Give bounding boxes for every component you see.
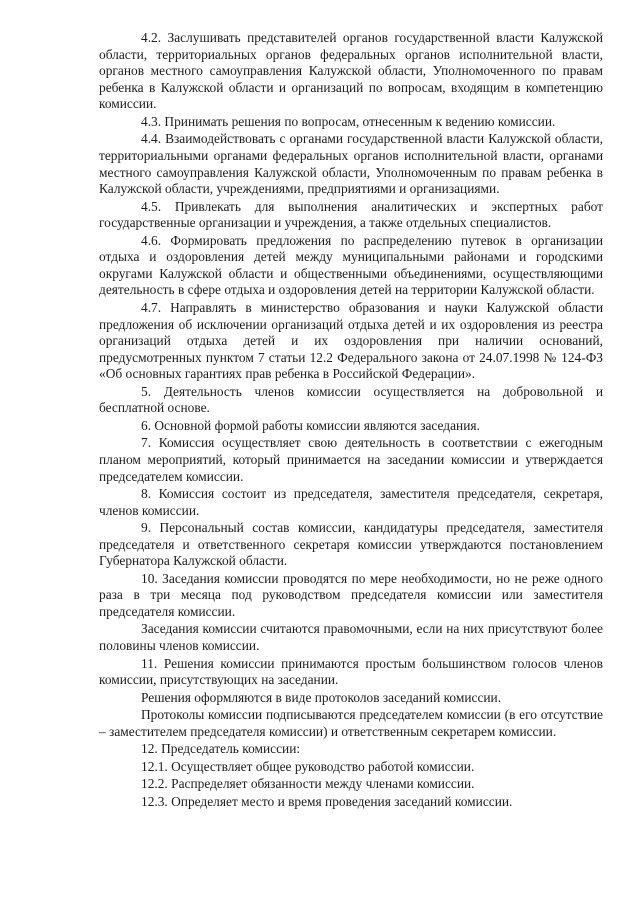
paragraph-9: 9. Персональный состав комиссии, кандидатуры председателя, заместителя председателя и ответственного секретаря комиссии утверждаются постановлением Губернатора Калужской области. (99, 520, 603, 569)
paragraph-11: 11. Решения комиссии принимаются простым большинством голосов членов комиссии, присутствующих на заседании. (99, 655, 603, 688)
document-page (99, 30, 603, 811)
paragraph-11-protocols: Решения оформляются в виде протоколов заседаний комиссии. (141, 689, 502, 705)
paragraph-4-3: 4.3. Принимать решения по вопросам, отнесенным к ведению комиссии. (141, 113, 556, 129)
paragraph-4-6: 4.6. Формировать предложения по распределению путевок в организации отдыха и оздоровления детей между муниципальными районами и городскими округами Калужской области и общественными объединениями, осуществляющими деятельность в сфере отдыха и оздоровления детей на территории Калужской области. (99, 232, 603, 298)
paragraph-7: 7. Комиссия осуществляет свою деятельность в соответствии с ежегодным планом мероприятий, который принимается на заседании комиссии и утверждается председателем комиссии. (99, 435, 603, 484)
paragraph-4-7: 4.7. Направлять в министерство образования и науки Калужской области предложения об исключении организаций отдыха детей и их оздоровления из реестра организаций отдыха детей и их оздоровления при наличии оснований, предусмотренных пунктом 7 статьи 12.2 Федерального закона от 24.07.1998 № 124-ФЗ «Об основных гарантиях прав ребенка в Российской Федерации». (99, 299, 603, 382)
paragraph-12: 12. Председатель комиссии: (141, 741, 301, 757)
paragraph-10: 10. Заседания комиссии проводятся по мере необходимости, но не реже одного раза в три месяца под руководством председателя комиссии или заместителя председателя комиссии. (99, 570, 603, 619)
paragraph-4-2: 4.2. Заслушивать представителей органов государственной власти Калужской области, территориальных органов федеральных органов исполнительной власти, органов местного самоуправления Калужской области, Уполномоченного по правам ребенка в Калужской области и организаций по вопросам, входящим в компетенцию комиссии. (99, 30, 603, 112)
paragraph-12-1: 12.1. Осуществляет общее руководство работой комиссии. (141, 758, 475, 774)
paragraph-5: 5. Деятельность членов комиссии осуществляется на добровольной и бесплатной основе. (99, 383, 603, 416)
paragraph-12-2: 12.2. Распределяет обязанности между членами комиссии. (141, 776, 475, 792)
paragraph-11-signing: Протоколы комиссии подписываются председателем комиссии (в его отсутствие – заместителем председателя комиссии) и ответственным секретарем комиссии. (99, 707, 603, 739)
paragraph-10-quorum: Заседания комиссии считаются правомочными, если на них присутствуют более половины членов комиссии. (99, 621, 603, 654)
paragraph-12-3: 12.3. Определяет место и время проведения заседаний комиссии. (141, 793, 513, 809)
paragraph-4-4: 4.4. Взаимодействовать с органами государственной власти Калужской области, территориальными органами федеральных органов исполнительной власти, органами местного самоуправления Калужской области, Уполномоченным по правам ребенка в Калужской области, учреждениями, предприятиями и организациями. (99, 131, 603, 197)
paragraph-6: 6. Основной формой работы комиссии являются заседания. (141, 417, 480, 433)
paragraph-4-5: 4.5. Привлекать для выполнения аналитических и экспертных работ государственные организации и учреждения, а также отдельных специалистов. (99, 198, 603, 231)
paragraph-8: 8. Комиссия состоит из председателя, заместителя председателя, секретаря, членов комиссии. (99, 486, 603, 518)
